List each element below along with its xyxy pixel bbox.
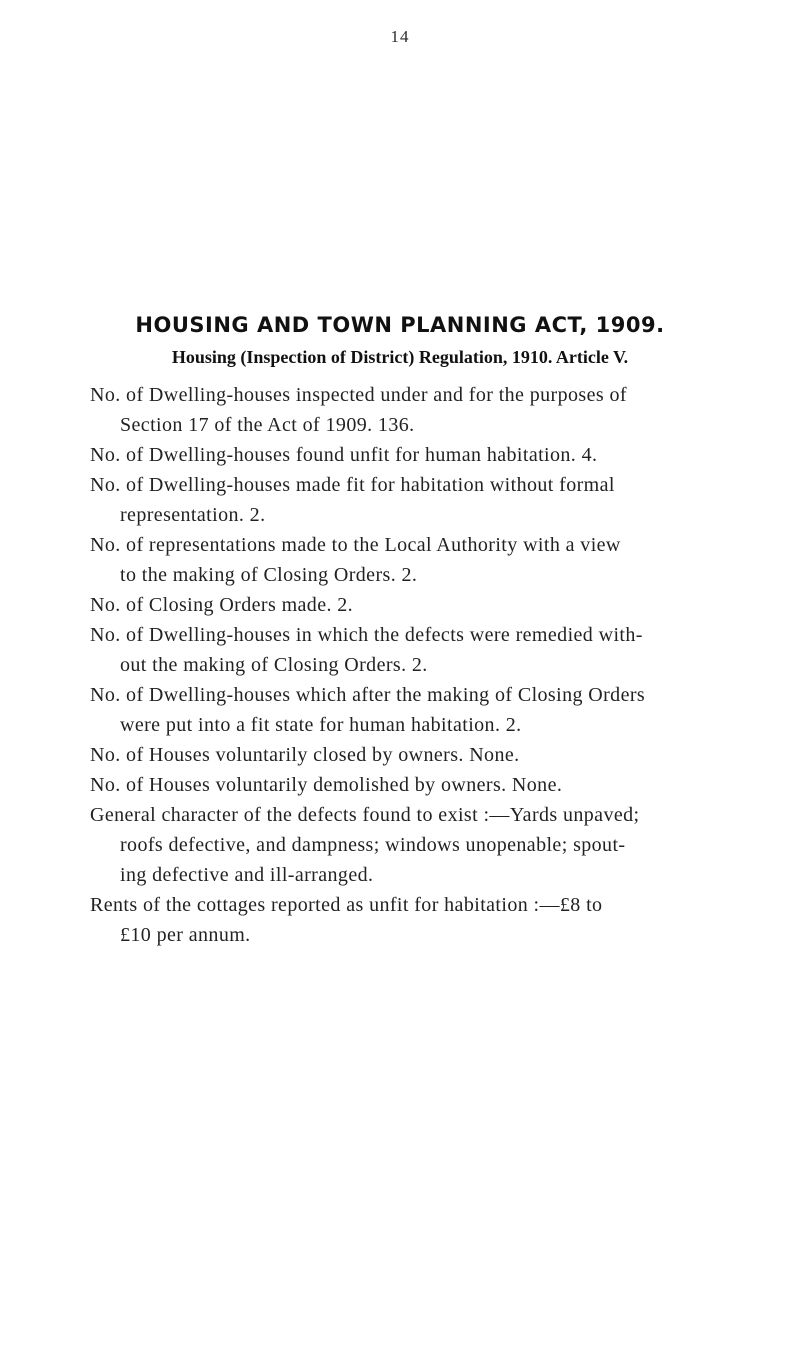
entry-made-fit-after-orders: No. of Dwelling-houses which after the making of Closing Orders were put into a fit state for human habitation. 2. [90,684,646,736]
entry-rents: Rents of the cottages reported as unfit for habitation :—£8 to £10 per annum. [90,894,603,946]
entry-dwellings-made-fit: No. of Dwelling-houses made fit for habitation without formal representation. 2. [90,474,615,526]
entry-dwellings-inspected: No. of Dwelling-houses inspected under and for the purposes of Section 17 of the Act of 1909. 136. [90,384,627,436]
entry-voluntarily-demolished: No. of Houses voluntarily demolished by owners. None. [90,774,563,796]
entry-general-character: General character of the defects found to exist :—Yards unpaved; roofs defective, and dampness; windows unopenable; spout- ing defective and ill-arranged. [90,804,640,886]
entry-representations: No. of representations made to the Local Authority with a view to the making of Closing Orders. 2. [90,534,621,586]
entry-closing-orders: No. of Closing Orders made. 2. [90,594,354,616]
page-title: HOUSING AND TOWN PLANNING ACT, 1909. [135,313,665,337]
page-subtitle: Housing (Inspection of District) Regulation, 1910. Article V. [171,347,629,367]
entry-dwellings-unfit: No. of Dwelling-houses found unfit for human habitation. 4. [90,444,598,466]
entry-list [90,380,770,950]
entry-defects-remedied: No. of Dwelling-houses in which the defects were remedied with- out the making of Closing Orders. 2. [90,624,643,676]
entry-voluntarily-closed: No. of Houses voluntarily closed by owners. None. [90,744,520,766]
page-number: 14 [390,27,410,46]
